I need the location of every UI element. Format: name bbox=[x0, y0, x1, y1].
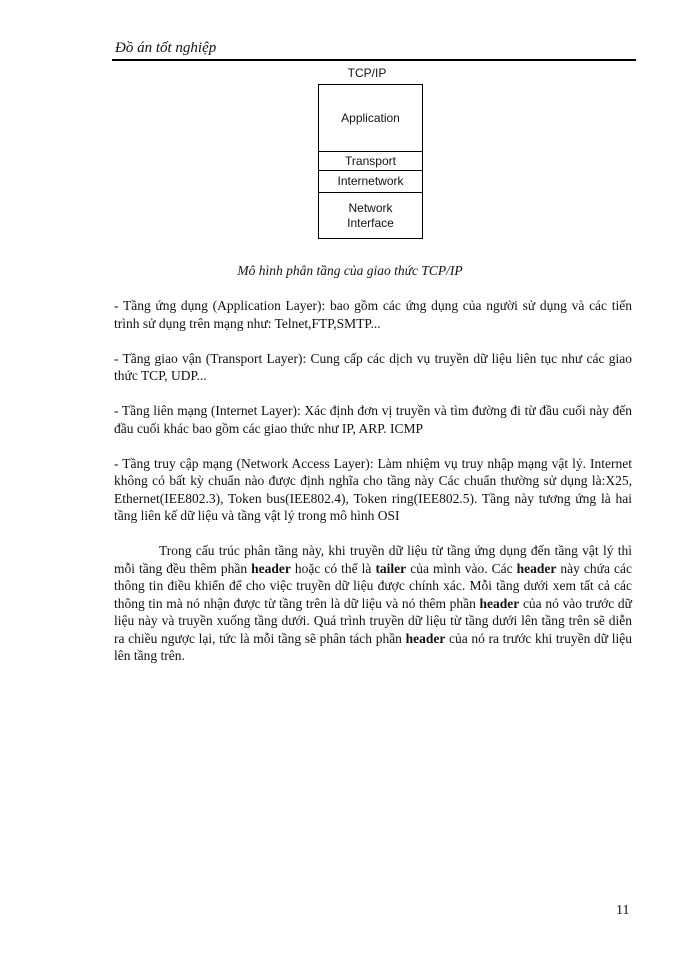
paragraph-application-layer: - Tầng ứng dụng (Application Layer): bao gồm các ứng dụng của người sử dụng và các tiến trình sử dụng trên mạng như: Telnet,FTP,SMTP... bbox=[114, 298, 632, 331]
tcpip-diagram bbox=[318, 66, 428, 239]
layer-stack bbox=[318, 84, 423, 239]
paragraph-transport-layer: - Tầng giao vận (Transport Layer): Cung cấp các dịch vụ truyền dữ liệu liên tục như các giao thức TCP, UDP... bbox=[114, 350, 632, 383]
header-title: Đồ án tốt nghiệp bbox=[115, 40, 217, 56]
layer-application: Application bbox=[319, 85, 422, 152]
text-run: của mình vào. Các bbox=[406, 560, 517, 576]
bold-term: header bbox=[479, 595, 520, 611]
bold-term: tailer bbox=[375, 560, 407, 576]
layer-network-interface: Network Interface bbox=[347, 200, 394, 230]
bold-term: header bbox=[405, 630, 446, 646]
layer-internetwork: Internetwork bbox=[319, 171, 422, 193]
paragraph-header-explanation bbox=[114, 542, 632, 665]
figure-caption: Mô hình phân tầng của giao thức TCP/IP bbox=[237, 263, 463, 278]
text-run: của nó ra trước khi truyền dữ liệu lên tầng trên. bbox=[114, 630, 632, 663]
text-run: Trong cấu trúc phân tầng này, khi truyền dữ liệu từ tầng ứng dụng đến tầng vật lý thì mỗi tầng đều thêm phần bbox=[114, 543, 632, 576]
paragraph-internet-layer: - Tầng liên mạng (Internet Layer): Xác định đơn vị truyền và tìm đường đi từ đầu cuối này đến đầu cuối khác bao gồm các giao thức như IP, ARP. ICMP bbox=[114, 403, 632, 436]
bold-term: header bbox=[251, 560, 291, 576]
body-text bbox=[114, 297, 632, 682]
text-run: này chứa các thông tin điều khiển để cho việc truyền dữ liệu được chính xác. Mỗi tầng dưới xem tất cả các thông tin mà nó nhận được từ tầng trên là dữ liệu và nó thêm phần bbox=[114, 560, 632, 611]
text-run: hoặc có thể là bbox=[290, 560, 376, 576]
bold-term: header bbox=[516, 560, 557, 576]
paragraph-network-access-layer: - Tầng truy cập mạng (Network Access Layer): Làm nhiệm vụ truy nhập mạng vật lý. Internet không có bất kỳ chuẩn nào được định nghĩa cho tầng này Các chuẩn thường sử dụng là:X25, Ethernet(IEE802.3), Token bus(IEE802.4), Token ring(IEE802.5). Tầng này tương ứng là hai tầng liên kế dữ liệu và tầng vật lý trong mô hình OSI bbox=[114, 455, 632, 523]
layer-transport: Transport bbox=[319, 152, 422, 171]
page-number: 11 bbox=[616, 903, 630, 918]
text-run: của nó vào trước dữ liệu này và truyền xuống tầng dưới. Quá trình truyền dữ liệu từ tầng dưới lên tầng trên sẽ diễn ra chiều ngược lại, tức là mỗi tầng sẽ phân tách phần bbox=[114, 595, 632, 646]
diagram-title: TCP/IP bbox=[347, 66, 387, 80]
header-rule bbox=[112, 59, 636, 61]
